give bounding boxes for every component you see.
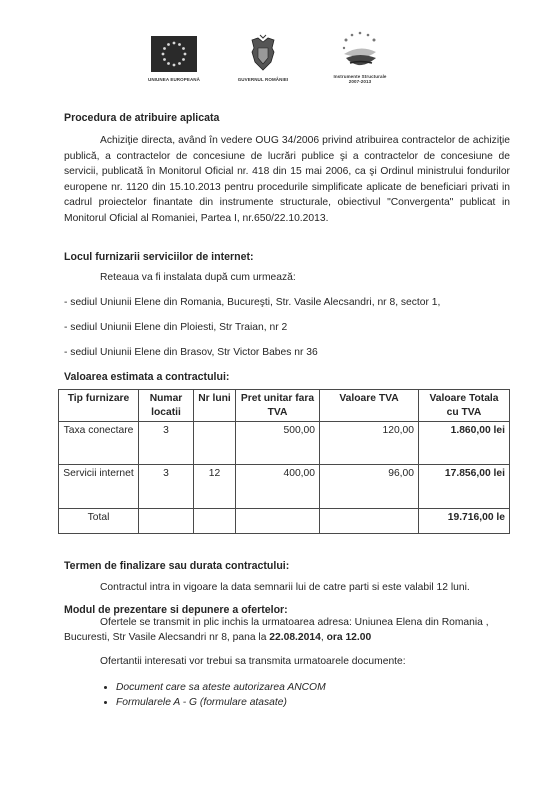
table-row [59,422,510,465]
documents-intro: Ofertantii interesati vor trebui sa transmita urmatoarele documente: [100,656,406,667]
table-cell: 17.856,00 lei [419,465,510,509]
location-item: - sediul Uniunii Elene din Ploiesti, Str Traian, nr 2 [64,322,288,333]
table-cell [236,509,320,534]
table-cell: 500,00 [236,422,320,465]
table-cell: 96,00 [320,465,419,509]
table-cell: 1.860,00 lei [419,422,510,465]
government-caption: GUVERNUL ROMÂNIEI [237,77,289,82]
table-cell: Taxa conectare [59,422,139,465]
table-cell [320,509,419,534]
table-row [59,509,510,534]
eu-flag-icon [151,36,197,72]
table-cell [194,509,236,534]
structural-instruments-icon [338,30,382,72]
locations-intro: Reteaua va fi instalata după cum urmează: [100,272,296,283]
submission-heading: Modul de prezentare si depunere a ofertelor: [64,604,288,616]
documents-list [100,680,326,710]
structural-instruments-caption-1: Instrumente Structurale [333,74,387,79]
eu-logo [140,36,208,82]
list-item: • Document care sa ateste autorizarea ANCOM [116,680,326,695]
table-cell: 3 [139,422,194,465]
table-cell: Servicii internet [59,465,139,509]
table-cell: 12 [194,465,236,509]
duration-heading: Termen de finalizare sau durata contractului: [64,560,290,572]
submission-address-line: Ofertele se transmit in plic inchis la urmatoarea adresa: Uniunea Elena din Romania , [100,617,489,628]
estimated-value-heading: Valoarea estimata a contractului: [64,371,230,383]
duration-text: Contractul intra in vigoare la data semnarii lui de catre parti si este valabil 12 luni. [100,582,470,593]
deadline-date: 22.08.2014 [269,632,321,643]
table-header: Valoare Totala cu TVA [419,390,510,422]
list-item: • Formularele A - G (formulare atasate) [116,695,326,710]
submission-deadline-line [64,632,371,643]
procedure-paragraph: Achiziţie directa, având în vedere OUG 34/2006 privind atribuirea contractelor de achiziţie publică, a contractelor de concesiune de lucrări publice şi a contractelor de concesiune de servicii, publicată în Monitorul Oficial nr. 418 din 15 mai 2006, ca şi Ordinul ministrului fondurilor europene nr. 1120 din 15.10.2013 pentru procedurile simplificate aplicate de beneficiari privati in cadrul proiectelor finantate din instrumente structurale, obiectivul "Convergenta" publicat in Monitorul Oficial al Romaniei, Partea I, nr.650/22.10.2013. [64,135,510,224]
table-row [59,465,510,509]
structural-instruments-logo [323,30,397,84]
table-cell: 19.716,00 le [419,509,510,534]
deadline-prefix: Bucuresti, Str Vasile Alecsandri nr 8, pana la [64,632,270,643]
table-cell [139,509,194,534]
table-cell: 400,00 [236,465,320,509]
government-logo [231,34,295,82]
table-header: Numar locatii [139,390,194,422]
table-header-row [59,390,510,422]
eu-caption: UNIUNEA EUROPEANĂ [147,77,201,82]
coat-of-arms-icon [248,34,278,74]
structural-instruments-caption-2: 2007-2013 [348,79,372,84]
table-header: Nr luni [194,390,236,422]
table-header: Tip furnizare [59,390,139,422]
table-cell [194,422,236,465]
locations-heading: Locul furnizarii serviciilor de internet: [64,251,254,263]
table-cell: 3 [139,465,194,509]
estimated-value-table [58,389,510,534]
deadline-separator: , [320,632,327,643]
location-item: - sediul Uniunii Elene din Romania, Bucureşti, Str. Vasile Alecsandri, nr 8, sector 1, [64,297,441,308]
procedure-heading: Procedura de atribuire aplicata [64,112,220,124]
table-header: Valoare TVA [320,390,419,422]
table-cell: Total [59,509,139,534]
table-cell: 120,00 [320,422,419,465]
table-header: Pret unitar fara TVA [236,390,320,422]
location-item: - sediul Uniunii Elene din Brasov, Str Victor Babes nr 36 [64,347,318,358]
deadline-time: ora 12.00 [326,632,372,643]
